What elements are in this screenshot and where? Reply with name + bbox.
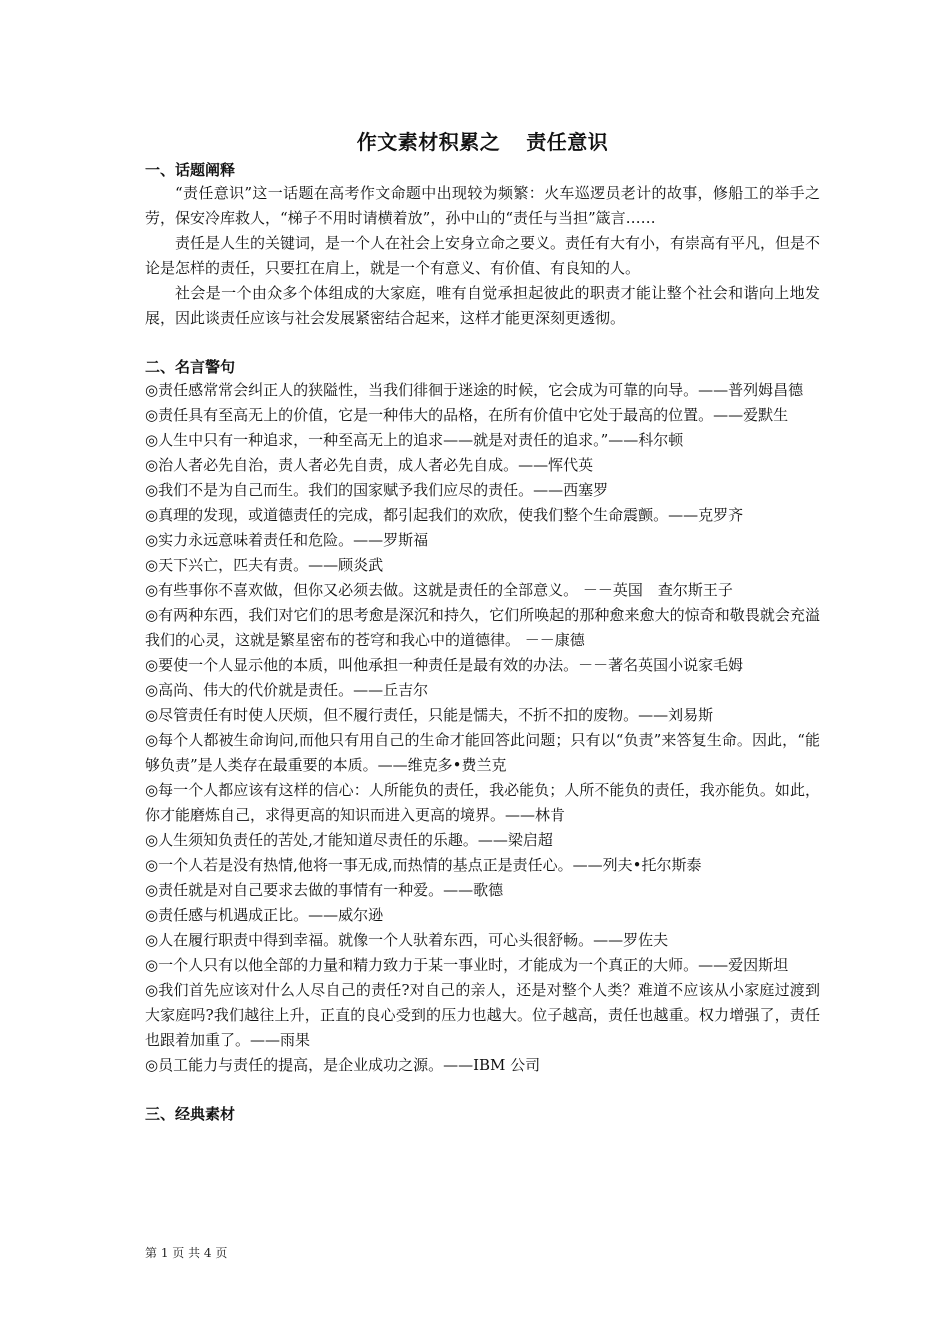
intro-paragraph: 社会是一个由众多个体组成的大家庭，唯有自觉承担起彼此的职责才能让整个社会和谐向上地发展，因此谈责任应该与社会发展紧密结合起来，这样才能更深刻更透彻。 <box>145 284 820 327</box>
section-heading-materials: 三、经典素材 <box>145 1105 236 1123</box>
quote-item: ◎责任就是对自己要求去做的事情有一种爱。——歌德 <box>145 881 504 899</box>
quote-item: ◎有两种东西，我们对它们的思考愈是深沉和持久，它们所唤起的那种愈来愈大的惊奇和敬畏就会充溢我们的心灵，这就是繁星密布的苍穹和我心中的道德律。 －－康德 <box>145 606 820 649</box>
section-heading-topic: 一、话题阐释 <box>145 161 236 179</box>
quote-item: ◎治人者必先自治，责人者必先自责，成人者必先自成。——恽代英 <box>145 456 594 474</box>
quote-item: ◎天下兴亡，匹夫有责。——顾炎武 <box>145 556 384 574</box>
quote-item: ◎高尚、伟大的代价就是责任。——丘吉尔 <box>145 681 429 699</box>
quote-item: ◎我们不是为自己而生。我们的国家赋予我们应尽的责任。——西塞罗 <box>145 481 609 499</box>
page-footer: 第 1 页 共 4 页 <box>145 1246 228 1260</box>
quote-item: ◎要使一个人显示他的本质，叫他承担一种责任是最有效的办法。－－著名英国小说家毛姆 <box>145 656 744 674</box>
quote-item: ◎责任具有至高无上的价值，它是一种伟大的品格，在所有价值中它处于最高的位置。——爱默生 <box>145 406 789 424</box>
section-heading-quotes: 二、名言警句 <box>145 358 236 376</box>
quote-item: ◎人生须知负责任的苦处,才能知道尽责任的乐趣。——梁启超 <box>145 831 553 849</box>
quote-item: ◎一个人只有以他全部的力量和精力致力于某一事业时，才能成为一个真正的大师。——爱因斯坦 <box>145 956 789 974</box>
quote-item: ◎人生中只有一种追求，一种至高无上的追求——就是对责任的追求。”——科尔顿 <box>145 431 684 449</box>
quote-item: ◎实力永远意味着责任和危险。——罗斯福 <box>145 531 429 549</box>
title-topic: 责任意识 <box>526 130 609 154</box>
quote-item: ◎一个人若是没有热情,他将一事无成,而热情的基点正是责任心。——列夫•托尔斯泰 <box>145 856 702 874</box>
quote-item: ◎我们首先应该对什么人尽自己的责任?对自己的亲人，还是对整个人类？难道不应该从小家庭过渡到大家庭吗?我们越往上升，正直的良心受到的压力也越大。位子越高，责任也越重。权力增强了，责任也跟着加重了。——雨果 <box>145 981 820 1049</box>
quote-item: ◎责任感常常会纠正人的狭隘性，当我们徘徊于迷途的时候，它会成为可靠的向导。——普列姆昌德 <box>145 381 804 399</box>
quote-item: ◎每个人都被生命询问,而他只有用自己的生命才能回答此问题；只有以“负责”来答复生命。因此，“能够负责”是人类存在最重要的本质。——维克多•费兰克 <box>145 731 820 774</box>
quote-item: ◎每一个人都应该有这样的信心：人所能负的责任，我必能负；人所不能负的责任，我亦能负。如此，你才能磨炼自己，求得更高的知识而进入更高的境界。——林肯 <box>145 781 820 824</box>
intro-paragraph: “责任意识”这一话题在高考作文命题中出现较为频繁：火车巡逻员老计的故事，修船工的举手之劳，保安冷库救人，“梯子不用时请横着放”，孙中山的“责任与当担”箴言…… <box>145 184 820 227</box>
title-main: 作文素材积累之 <box>356 130 501 154</box>
quote-item: ◎真理的发现，或道德责任的完成，都引起我们的欢欣，使我们整个生命震颤。——克罗齐 <box>145 506 744 524</box>
document-title <box>145 126 820 155</box>
quote-item: ◎员工能力与责任的提高，是企业成功之源。——IBM 公司 <box>145 1056 541 1074</box>
quote-item: ◎尽管责任有时使人厌烦，但不履行责任，只能是懦夫，不折不扣的废物。——刘易斯 <box>145 706 714 724</box>
quote-item: ◎人在履行职责中得到幸福。就像一个人驮着东西，可心头很舒畅。——罗佐夫 <box>145 931 669 949</box>
intro-paragraph: 责任是人生的关键词，是一个人在社会上安身立命之要义。责任有大有小，有崇高有平凡，但是不论是怎样的责任，只要扛在肩上，就是一个有意义、有价值、有良知的人。 <box>145 234 821 277</box>
document-page <box>145 118 820 1125</box>
quote-item: ◎责任感与机遇成正比。——威尔逊 <box>145 906 384 924</box>
quote-item: ◎有些事你不喜欢做，但你又必须去做。这就是责任的全部意义。 －－英国 查尔斯王子 <box>145 581 733 599</box>
